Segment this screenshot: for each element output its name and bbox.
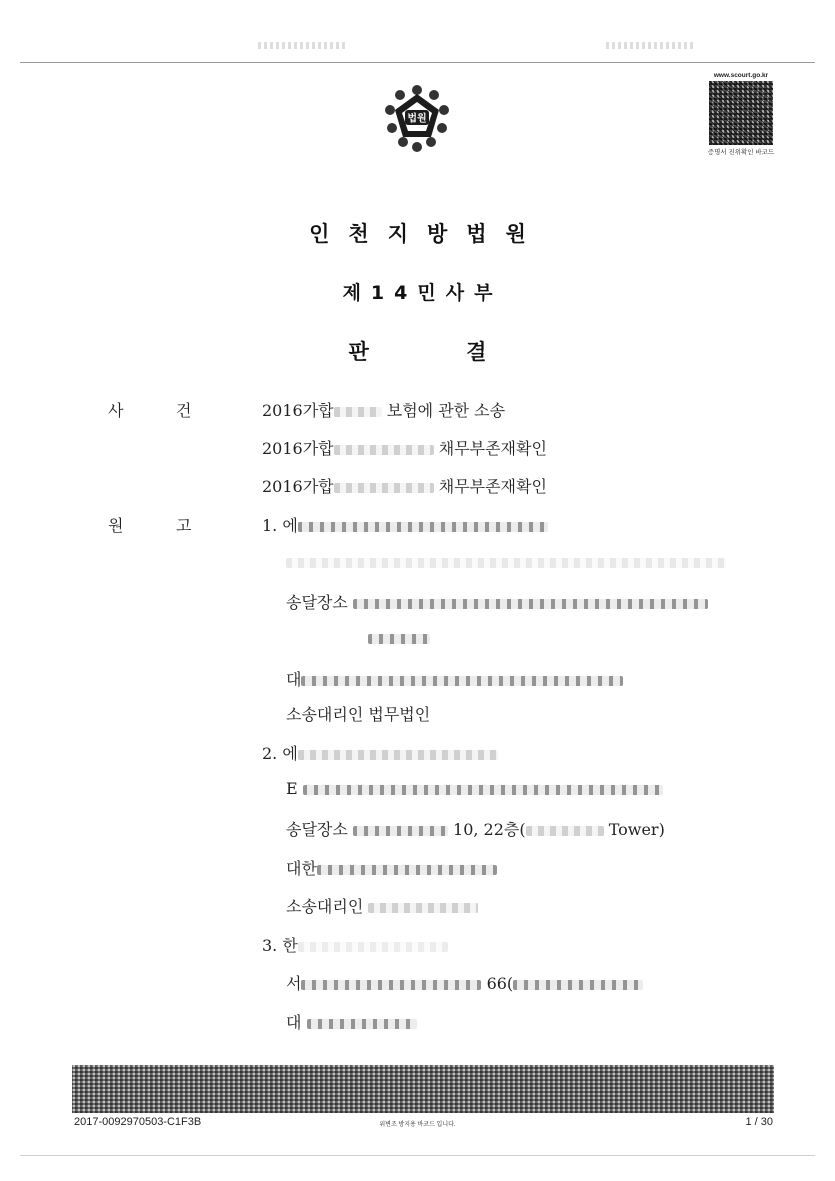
plaintiff-item-2-attorney: 소송대리인 — [286, 894, 478, 917]
plaintiff-item-3-address: 서 66( — [286, 971, 643, 994]
plaintiff-item-1-delivery: 송달장소 — [286, 590, 708, 613]
redaction — [307, 1019, 417, 1029]
case-line-2: 2016가합 채무부존재확인 — [262, 439, 547, 458]
redaction — [298, 942, 448, 952]
scan-header-artifact-right — [606, 42, 694, 49]
redaction — [368, 903, 478, 913]
division-name: 제14민사부 — [342, 282, 503, 304]
plaintiff-item-3-representative: 대 — [286, 1010, 417, 1033]
verification-qr-block — [706, 72, 776, 156]
case-line-1: 2016가합 보험에 관한 소송 — [262, 401, 506, 420]
redaction — [317, 865, 497, 875]
redaction — [301, 980, 481, 990]
plaintiff-item-2-representative: 대한 — [286, 856, 497, 879]
redaction — [334, 407, 382, 417]
redaction — [353, 826, 448, 836]
case-label-2: 건 — [176, 401, 192, 420]
plaintiff-label-1: 원 — [108, 516, 124, 535]
footer-rule — [20, 1155, 815, 1156]
plaintiff-item-2: 2. 에 — [262, 741, 498, 764]
document-type: 판 결 — [348, 340, 487, 364]
document-id: 2017-0092970503-C1F3B — [74, 1116, 202, 1128]
plaintiff-item-2-address: E — [286, 779, 663, 798]
plaintiff-item-1-representative: 대 — [286, 667, 623, 690]
page-number: 1 / 30 — [745, 1116, 773, 1128]
plaintiff-item-1: 1. 에 — [262, 513, 548, 536]
court-name: 인천지방법원 — [309, 222, 545, 246]
redaction — [301, 676, 623, 686]
plaintiff-item-1-address — [286, 552, 726, 571]
plaintiff-item-2-delivery: 송달장소 10, 22층( Tower) — [286, 820, 665, 839]
redaction — [353, 599, 708, 609]
redaction — [368, 634, 430, 644]
redaction — [526, 826, 604, 836]
redaction — [334, 483, 434, 493]
redaction — [298, 522, 548, 532]
emblem-label: 법원 — [407, 113, 427, 125]
redaction — [303, 785, 663, 795]
scan-header-artifact-left — [258, 42, 346, 49]
header-rule — [20, 62, 815, 63]
plaintiff-item-3: 3. 한 — [262, 933, 448, 956]
anti-forgery-barcode — [72, 1065, 774, 1113]
plaintiff-item-1-delivery-cont — [368, 628, 430, 647]
plaintiff-item-1-attorney: 소송대리인 법무법인 — [286, 705, 431, 724]
plaintiff-label-2: 고 — [176, 516, 192, 535]
barcode-notice: 위변조 방지용 바코드 입니다. — [379, 1122, 456, 1128]
redaction — [298, 750, 498, 760]
qr-url: www.scourt.go.kr — [713, 72, 769, 79]
qr-caption: 증명서 진위확인 바코드 — [707, 149, 775, 156]
case-label-1: 사 — [108, 401, 124, 420]
court-emblem-icon — [379, 80, 455, 156]
redaction — [513, 980, 643, 990]
redaction — [334, 445, 434, 455]
case-line-3: 2016가합 채무부존재확인 — [262, 477, 547, 496]
redaction — [286, 558, 726, 568]
qr-code-icon — [709, 81, 773, 145]
